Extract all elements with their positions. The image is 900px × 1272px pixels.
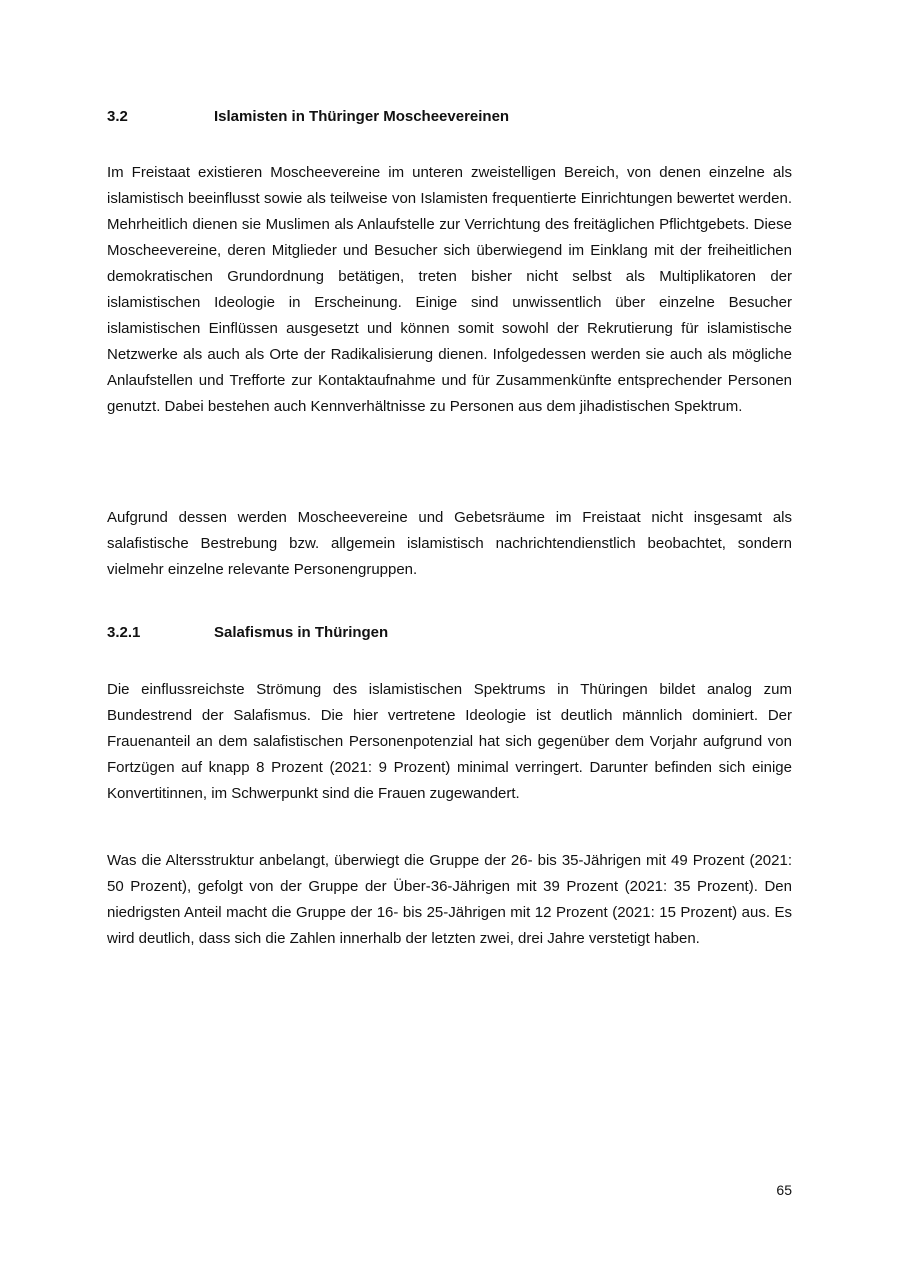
paragraph: Die einflussreichste Strömung des islamistischen Spektrums in Thüringen bildet analog zum Bundestrend der Salafismus. Die hier vertretene Ideologie ist deutlich männlich dominiert. Der Frauenanteil an dem salafistischen Personenpotenzial hat sich gegenüber dem Vorjahr aufgrund von Fortzügen auf knapp 8 Prozent (2021: 9 Prozent) minimal verringert. Darunter befinden sich einige Konvertitinnen, im Schwerpunkt sind die Frauen zugewandert. bbox=[107, 681, 792, 802]
section-title: Salafismus in Thüringen bbox=[214, 624, 389, 641]
section-heading-3-2 bbox=[107, 108, 807, 126]
section-number: 3.2 bbox=[107, 108, 128, 125]
paragraph: Im Freistaat existieren Moscheevereine im unteren zweistelligen Bereich, von denen einzelne als islamistisch beeinflusst sowie als teilweise von Islamisten frequentierte Einrichtungen bewertet werden. Mehrheitlich dienen sie Muslimen als Anlaufstelle zur Verrichtung des freitäglichen Pflichtgebets. Diese Moscheevereine, deren Mitglieder und Besucher sich überwiegend im Einklang mit der freiheitlichen demokratischen Grundordnung betätigen, treten bisher nicht selbst als Multiplikatoren der islamistischen Ideologie in Erscheinung. Einige sind unwissentlich über einzelne Besucher islamistischen Einflüssen ausgesetzt und können somit sowohl der Rekrutierung für islamistische Netzwerke als auch als Orte der Radikalisierung dienen. Infolgedessen werden sie auch als mögliche Anlaufstellen und Trefforte zur Kontaktaufnahme und für Zusammenkünfte entsprechender Personen genutzt. Dabei bestehen auch Kennverhältnisse zu Personen aus dem jihadistischen Spektrum. bbox=[107, 164, 792, 415]
section-title: Islamisten in Thüringer Moscheevereinen bbox=[214, 108, 510, 125]
paragraph: Aufgrund dessen werden Moscheevereine und Gebetsräume im Freistaat nicht insgesamt als salafistische Bestrebung bzw. allgemein islamistisch nachrichtendienstlich beobachtet, sondern vielmehr einzelne relevante Personengruppen. bbox=[107, 509, 792, 578]
section-heading-3-2-1 bbox=[107, 624, 807, 642]
section-number: 3.2.1 bbox=[107, 624, 141, 641]
paragraph: Was die Altersstruktur anbelangt, überwiegt die Gruppe der 26- bis 35-Jährigen mit 49 Prozent (2021: 50 Prozent), gefolgt von der Gruppe der Über-36-Jährigen mit 39 Prozent (2021: 35 Prozent). Den niedrigsten Anteil macht die Gruppe der 16- bis 25-Jährigen mit 12 Prozent (2021: 15 Prozent) aus. Es wird deutlich, dass sich die Zahlen innerhalb der letzten zwei, drei Jahre verstetigt haben. bbox=[107, 852, 792, 947]
page-number: 65 bbox=[776, 1182, 792, 1198]
